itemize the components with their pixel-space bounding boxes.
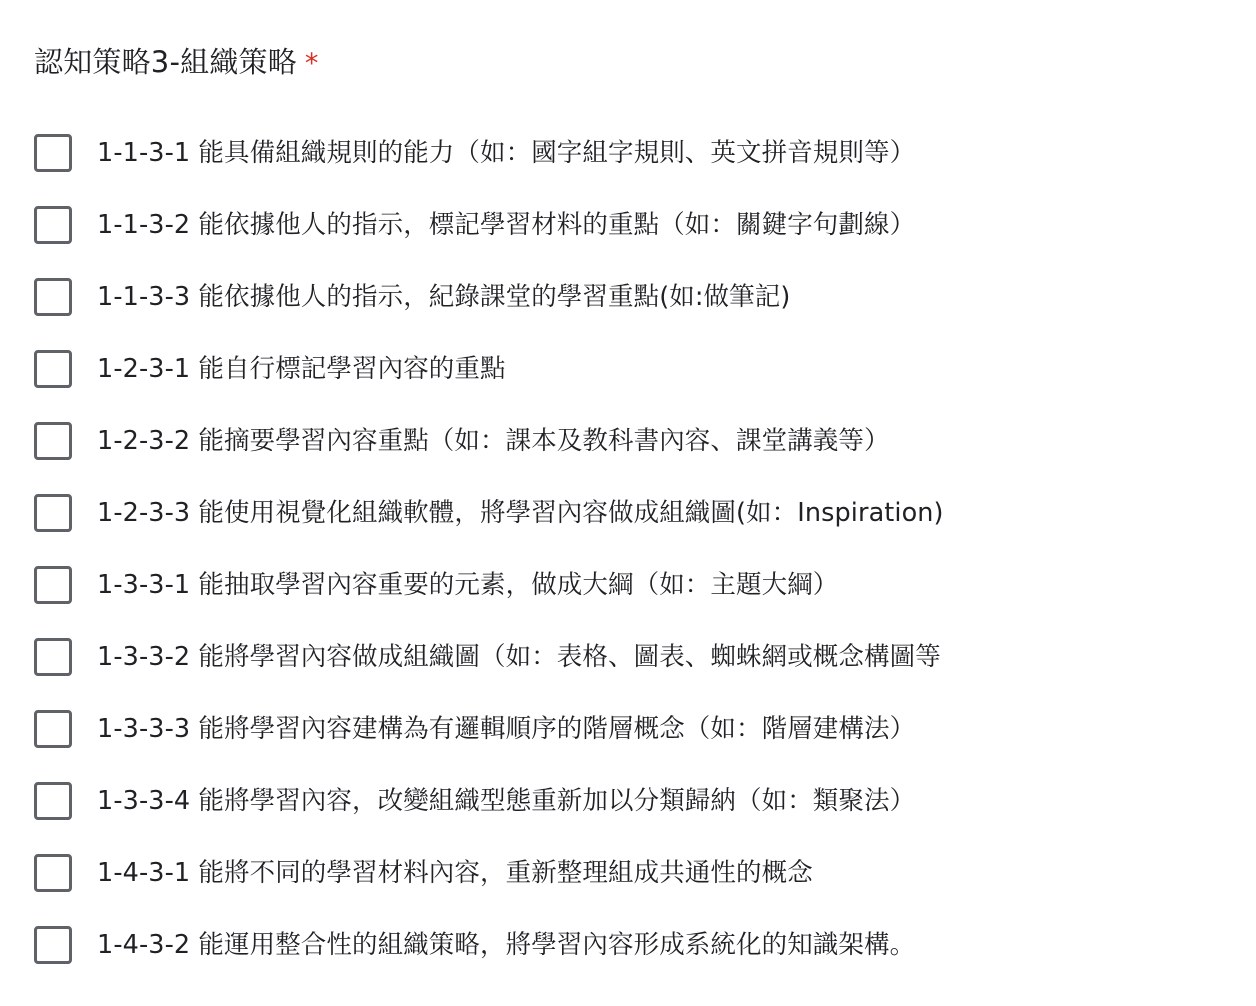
option-label[interactable]: 1-2-3-2 能摘要學習內容重點（如：課本及教科書內容、課堂講義等） xyxy=(97,426,890,456)
option-12[interactable] xyxy=(34,909,1234,981)
option-11[interactable] xyxy=(34,837,1234,909)
option-label[interactable]: 1-3-3-2 能將學習內容做成組織圖（如：表格、圖表、蜘蛛網或概念構圖等 xyxy=(97,642,941,672)
option-3[interactable] xyxy=(34,261,1234,333)
option-9[interactable] xyxy=(34,693,1234,765)
option-5[interactable] xyxy=(34,405,1234,477)
option-label[interactable]: 1-1-3-2 能依據他人的指示，標記學習材料的重點（如：關鍵字句劃線） xyxy=(97,210,916,240)
option-label[interactable]: 1-1-3-1 能具備組織規則的能力（如：國字組字規則、英文拼音規則等） xyxy=(97,138,916,168)
option-7[interactable] xyxy=(34,549,1234,621)
option-label[interactable]: 1-1-3-3 能依據他人的指示，紀錄課堂的學習重點(如:做筆記) xyxy=(97,282,791,312)
option-label[interactable]: 1-3-3-4 能將學習內容，改變組織型態重新加以分類歸納（如：類聚法） xyxy=(97,786,916,816)
option-4[interactable] xyxy=(34,333,1234,405)
option-label[interactable]: 1-4-3-1 能將不同的學習材料內容，重新整理組成共通性的概念 xyxy=(97,858,813,888)
checkbox-options xyxy=(34,117,1234,981)
checkbox[interactable] xyxy=(34,926,72,964)
checkbox[interactable] xyxy=(34,638,72,676)
question-title-text: 認知策略3-組織策略 xyxy=(34,45,297,79)
checkbox[interactable] xyxy=(34,206,72,244)
option-6[interactable] xyxy=(34,477,1234,549)
checkbox[interactable] xyxy=(34,710,72,748)
checkbox[interactable] xyxy=(34,494,72,532)
option-8[interactable] xyxy=(34,621,1234,693)
checkbox[interactable] xyxy=(34,854,72,892)
checkbox[interactable] xyxy=(34,782,72,820)
option-label[interactable]: 1-3-3-3 能將學習內容建構為有邏輯順序的階層概念（如：階層建構法） xyxy=(97,714,916,744)
option-label[interactable]: 1-2-3-3 能使用視覺化組織軟體，將學習內容做成組織圖(如：Inspiration) xyxy=(97,498,944,528)
checkbox[interactable] xyxy=(34,134,72,172)
option-2[interactable] xyxy=(34,189,1234,261)
required-asterisk: * xyxy=(304,48,319,79)
option-label[interactable]: 1-4-3-2 能運用整合性的組織策略，將學習內容形成系統化的知識架構。 xyxy=(97,930,916,960)
checkbox[interactable] xyxy=(34,566,72,604)
option-label[interactable]: 1-2-3-1 能自行標記學習內容的重點 xyxy=(97,354,506,384)
option-1[interactable] xyxy=(34,117,1234,189)
option-10[interactable] xyxy=(34,765,1234,837)
option-label[interactable]: 1-3-3-1 能抽取學習內容重要的元素，做成大綱（如：主題大綱） xyxy=(97,570,839,600)
question-title xyxy=(34,40,319,84)
checkbox[interactable] xyxy=(34,422,72,460)
checkbox[interactable] xyxy=(34,278,72,316)
checkbox[interactable] xyxy=(34,350,72,388)
